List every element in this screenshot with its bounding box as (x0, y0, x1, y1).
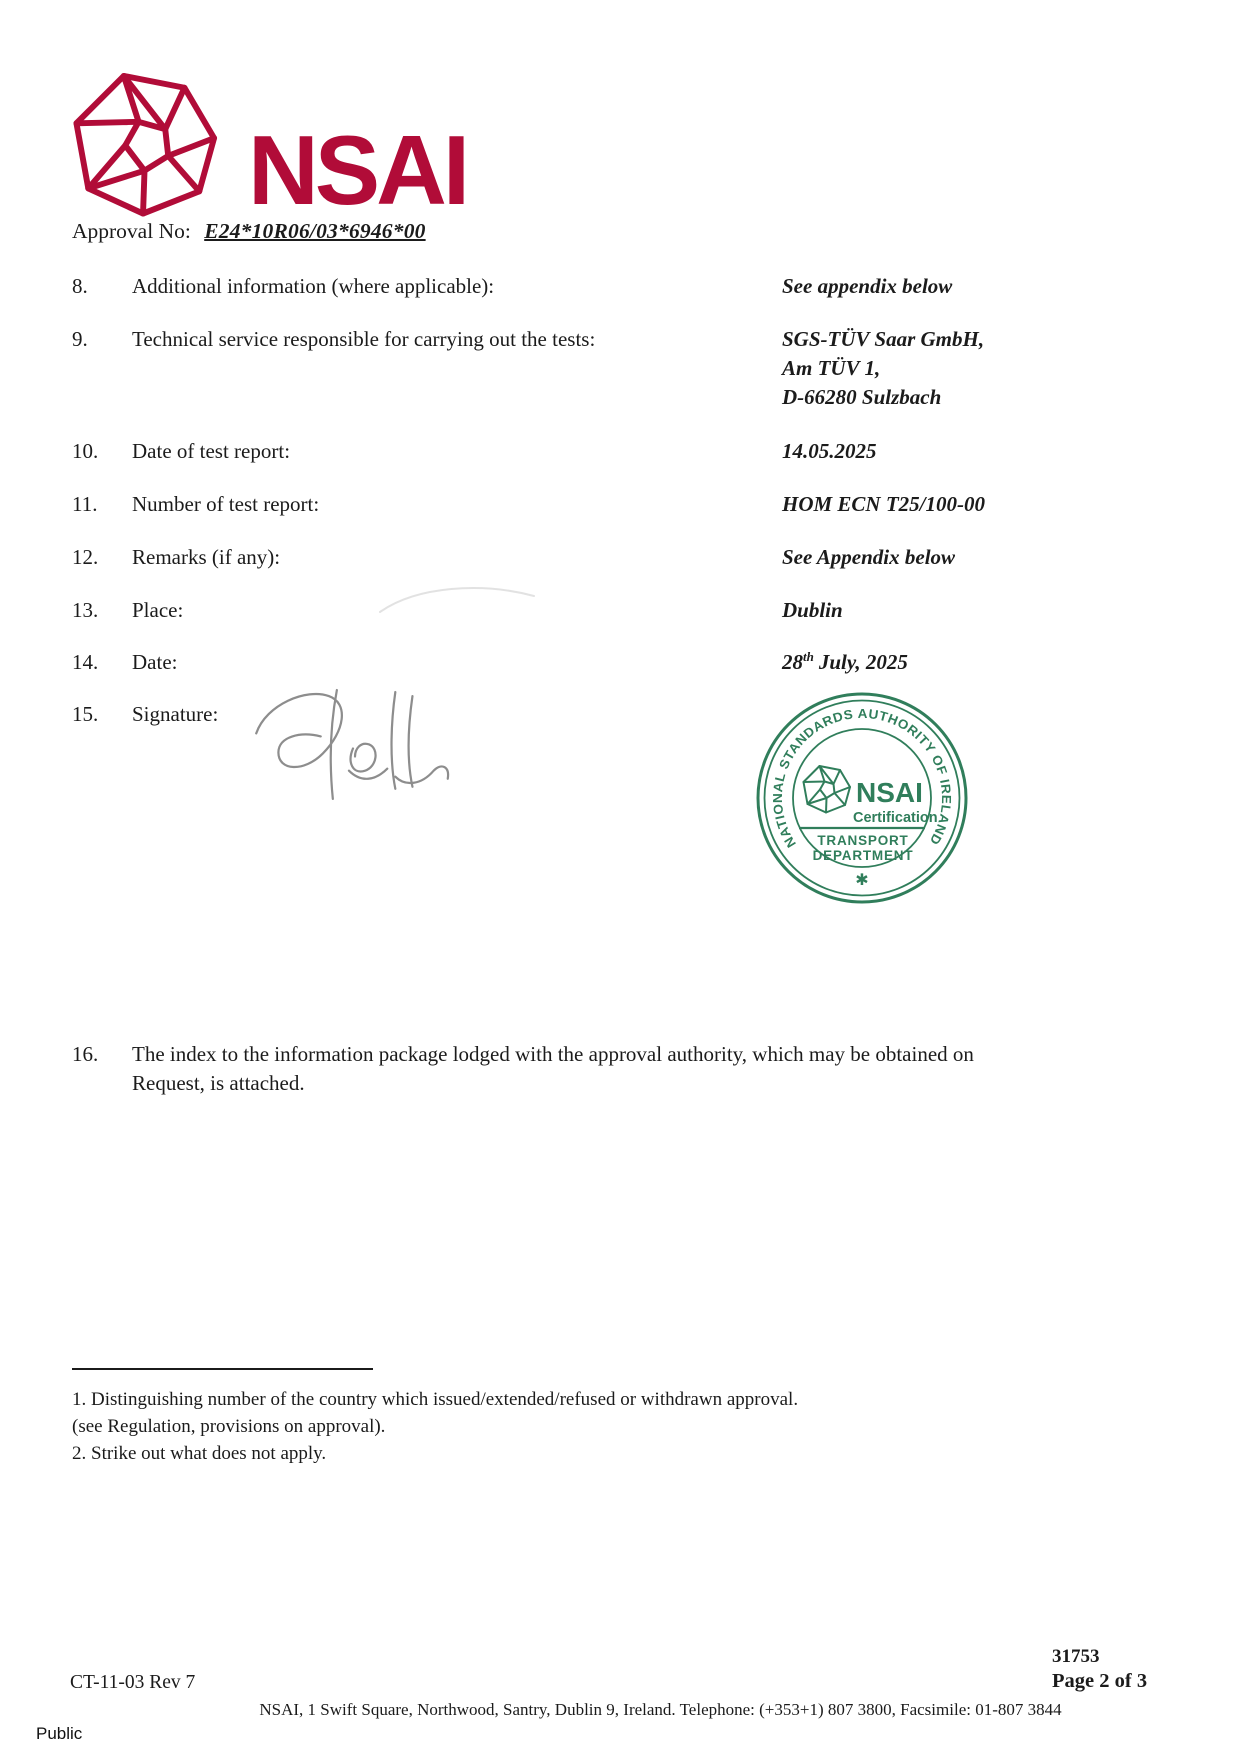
item-number: 12. (72, 545, 99, 569)
item-number: 16. (72, 1042, 99, 1066)
technical-service-line: D-66280 Sulzbach (782, 385, 942, 409)
nsai-polyhedron-icon (70, 70, 222, 218)
item-label: Date of test report: (132, 439, 291, 463)
approval-line (72, 219, 426, 244)
stamp-sub-brand: Certification (853, 810, 938, 826)
nsai-wordmark: NSAI (248, 114, 467, 225)
footnote-1b: (see Regulation, provisions on approval). (72, 1416, 386, 1437)
index-note-line: Request, is attached. (132, 1071, 305, 1095)
stamp-bottom-mark: ✱ (855, 872, 869, 889)
approval-number: E24*10R06/03*6946*00 (204, 219, 426, 243)
item-value (782, 648, 1202, 677)
page-number: Page 2 of 3 (1052, 1670, 1148, 1692)
item-number: 9. (72, 327, 88, 351)
signature-image (248, 686, 460, 817)
item-label: Remarks (if any): (132, 545, 281, 569)
footnote-2: 2. Strike out what does not apply. (72, 1443, 327, 1464)
faint-pen-mark (372, 578, 542, 628)
item-number: 8. (72, 274, 88, 298)
item-value: See Appendix below (782, 545, 956, 569)
item-number: 15. (72, 702, 99, 726)
item-number: 14. (72, 650, 99, 674)
footnote-divider (72, 1368, 373, 1370)
stamp-dept-line1: TRANSPORT (817, 833, 909, 848)
footnotes (72, 1386, 1122, 1467)
item-label: Place: (132, 598, 184, 622)
technical-service-line: Am TÜV 1, (782, 356, 881, 380)
item-label: Date: (132, 650, 178, 674)
item-value (782, 325, 1202, 412)
stamp-ring-text: NATIONAL STANDARDS AUTHORITY OF IRELAND (769, 705, 955, 851)
footer-address: NSAI, 1 Swift Square, Northwood, Santry, Dublin 9, Ireland. Telephone: (+353+1) 807 3800, Facsimile: 01-807 3844 (259, 1700, 1062, 1719)
item-label: Technical service responsible for carrying out the tests: (132, 327, 596, 351)
nsai-logo (70, 70, 467, 225)
date-ordinal: th (803, 649, 814, 664)
item-value: Dublin (782, 598, 843, 622)
item-label: Additional information (where applicable): (132, 274, 495, 298)
form-reference: CT-11-03 Rev 7 (70, 1672, 196, 1693)
item-value: 14.05.2025 (782, 439, 877, 463)
stamp-brand: NSAI (856, 777, 923, 808)
item-number: 10. (72, 439, 99, 463)
footnote-1: 1. Distinguishing number of the country which issued/extended/refused or withdrawn approval. (72, 1389, 799, 1410)
classification-marking: Public (36, 1724, 83, 1743)
item-label: Signature: (132, 702, 219, 726)
item-number: 11. (72, 492, 98, 516)
stamp-dept-line2: DEPARTMENT (812, 848, 914, 863)
item-value: See appendix below (782, 274, 953, 298)
item-label (132, 1040, 1167, 1098)
item-label: Number of test report: (132, 492, 320, 516)
index-note-line: The index to the information package lodged with the approval authority, which may be obtained on (132, 1042, 974, 1066)
date-day: 28 (782, 650, 803, 674)
item-number: 13. (72, 598, 99, 622)
item-value: HOM ECN T25/100-00 (782, 492, 986, 516)
technical-service-line: SGS-TÜV Saar GmbH, (782, 327, 985, 351)
date-rest: July, 2025 (818, 650, 908, 674)
certification-stamp (752, 688, 972, 913)
approval-label: Approval No: (72, 219, 191, 243)
document-number: 31753 (1052, 1646, 1100, 1667)
stamp-polyhedron-icon (804, 766, 851, 813)
